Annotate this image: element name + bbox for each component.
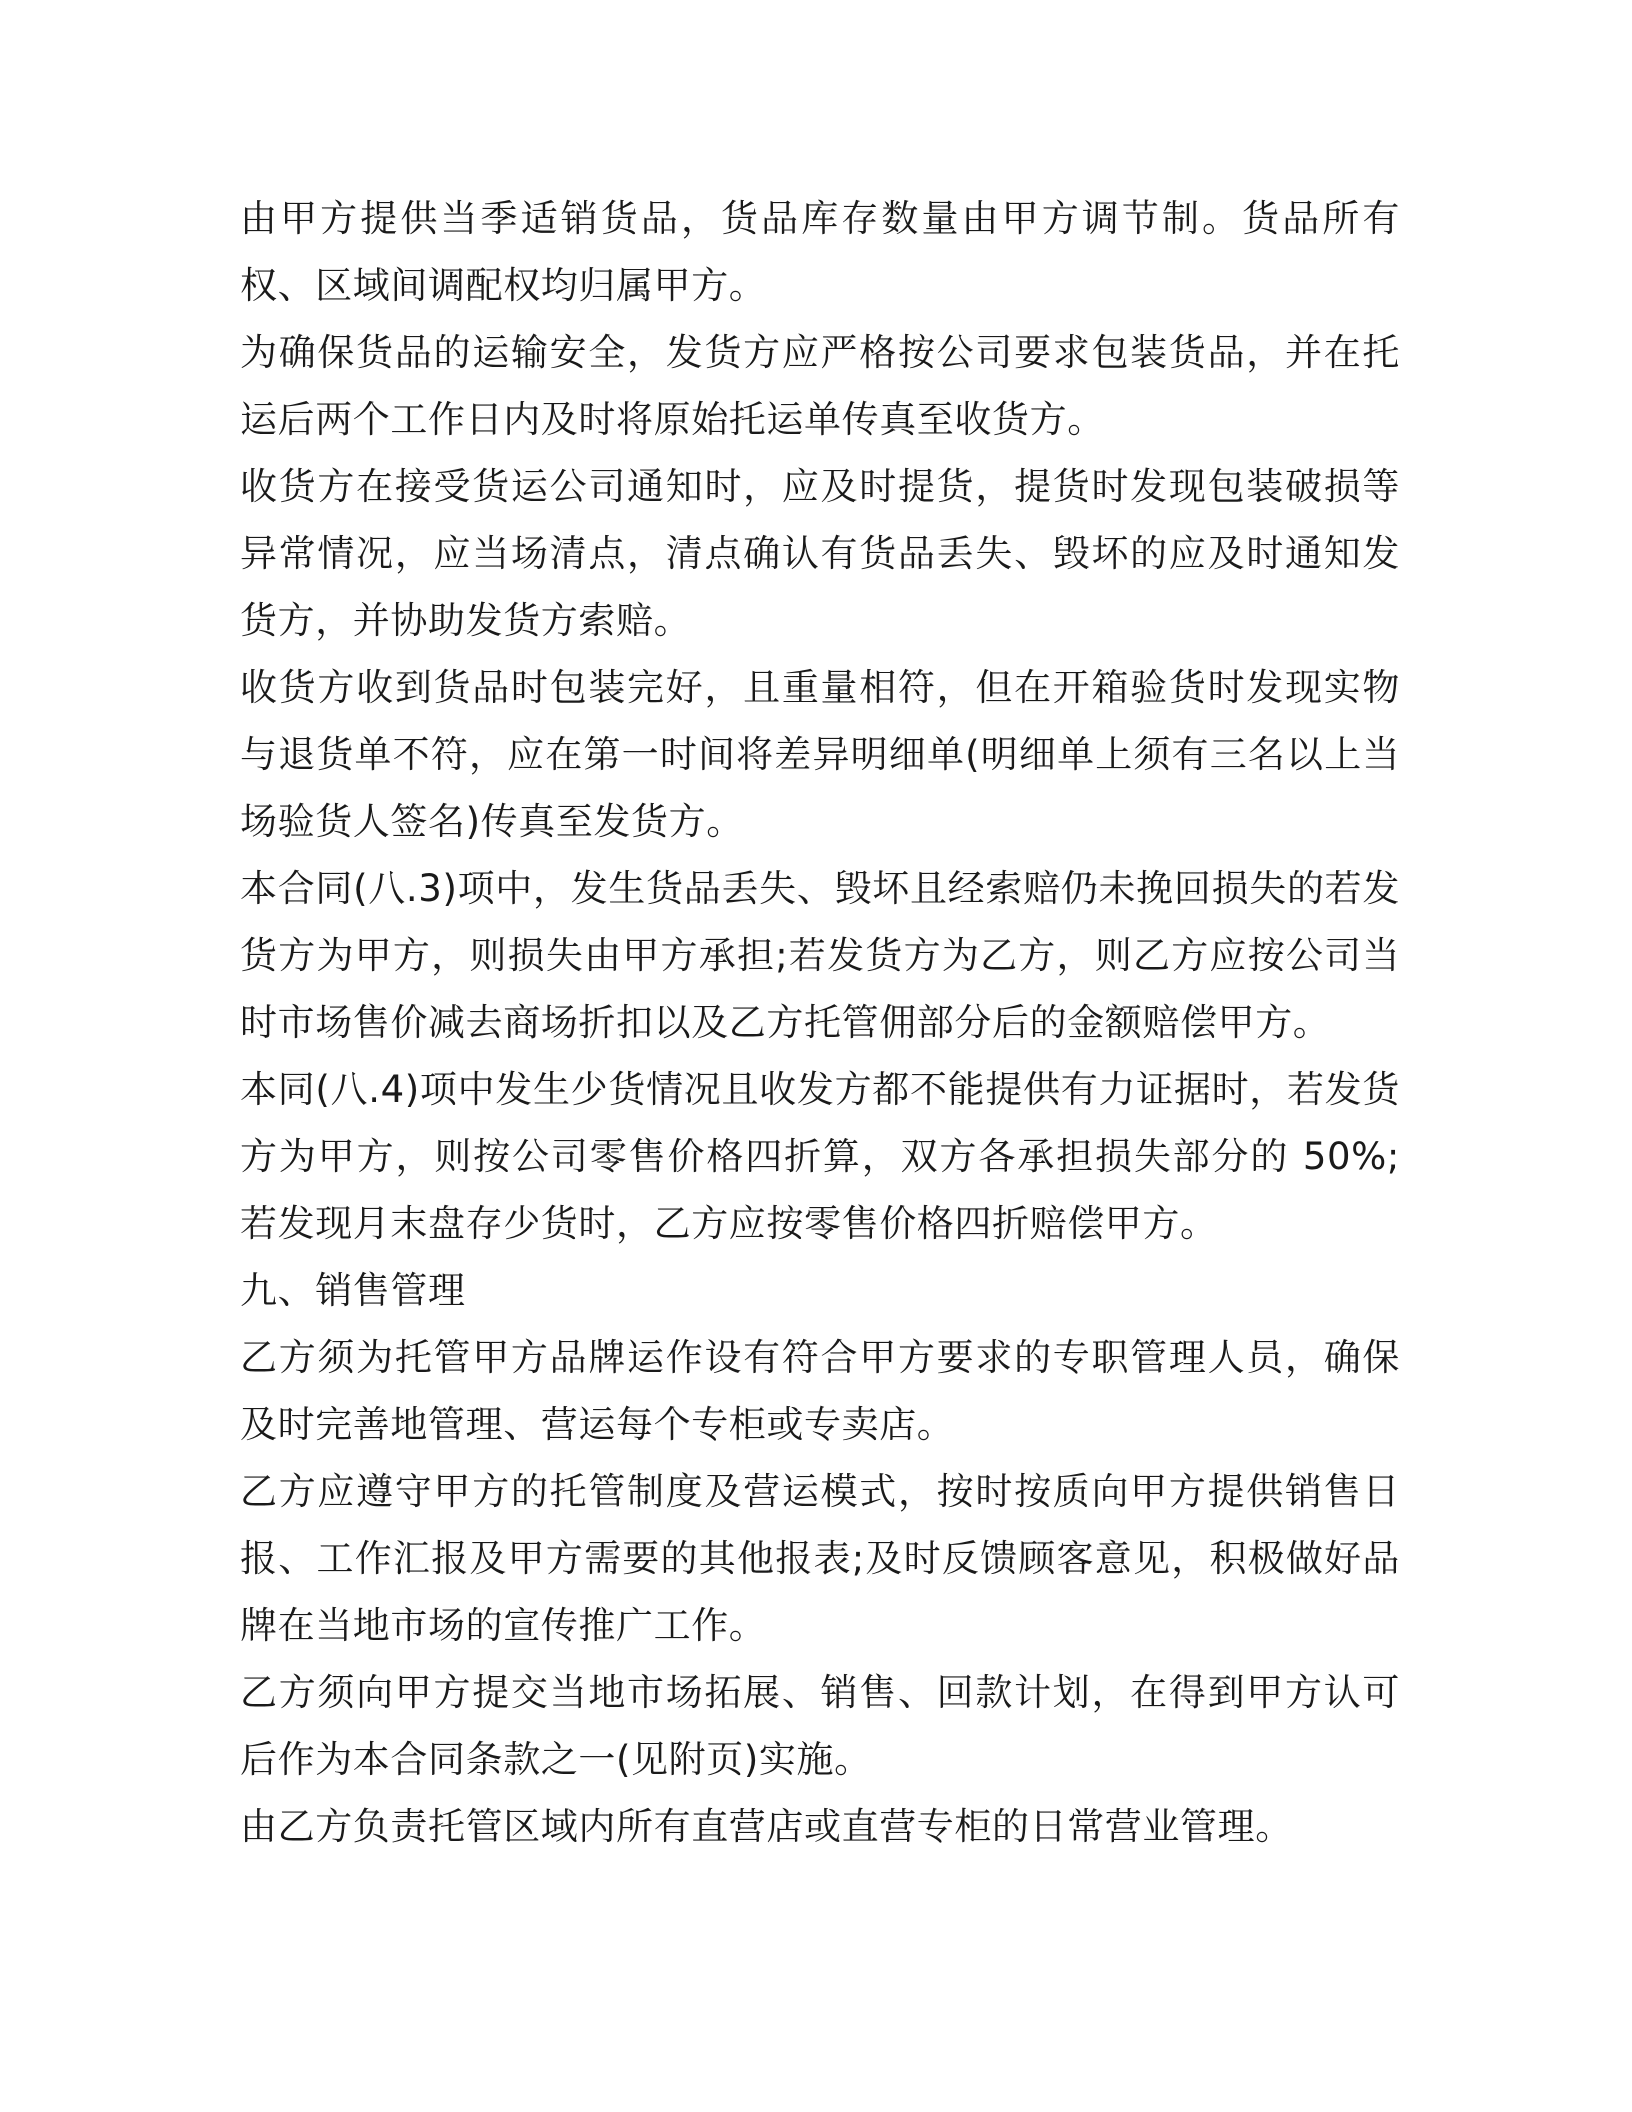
paragraph-discrepancy-report: 收货方收到货品时包装完好，且重量相符，但在开箱验货时发现实物与退货单不符，应在第一时间将差异明细单(明细单上须有三名以上当场验货人签名)传真至发货方。 — [240, 666, 1400, 843]
paragraph-inventory-supply: 由甲方提供当季适销货品，货品库存数量由甲方调节制。货品所有权、区域间调配权均归属甲方。 — [240, 197, 1400, 307]
section-heading-sales-management: 九、销售管理 — [240, 1269, 466, 1312]
paragraph-receiving-inspection: 收货方在接受货运公司通知时，应及时提货，提货时发现包装破损等异常情况，应当场清点，清点确认有货品丢失、毁坏的应及时通知发货方，并协助发货方索赔。 — [240, 465, 1400, 642]
paragraph-reporting-duties: 乙方应遵守甲方的托管制度及营运模式，按时按质向甲方提供销售日报、工作汇报及甲方需要的其他报表;及时反馈顾客意见，积极做好品牌在当地市场的宣传推广工作。 — [240, 1470, 1400, 1647]
paragraph-daily-operations: 由乙方负责托管区域内所有直营店或直营专柜的日常营业管理。 — [240, 1805, 1293, 1848]
paragraph-shipping-packaging: 为确保货品的运输安全，发货方应严格按公司要求包装货品，并在托运后两个工作日内及时将原始托运单传真至收货方。 — [240, 331, 1400, 441]
paragraph-shortage-handling: 本同(八.4)项中发生少货情况且收发方都不能提供有力证据时，若发货方为甲方，则按公司零售价格四折算，双方各承担损失部分的 50%;若发现月末盘存少货时，乙方应按零售价格四折赔偿甲方。 — [240, 1068, 1400, 1245]
paragraph-sales-plan: 乙方须向甲方提交当地市场拓展、销售、回款计划，在得到甲方认可后作为本合同条款之一(见附页)实施。 — [240, 1671, 1400, 1781]
document-body — [240, 185, 1400, 1860]
paragraph-loss-compensation: 本合同(八.3)项中，发生货品丢失、毁坏且经索赔仍未挽回损失的若发货方为甲方，则损失由甲方承担;若发货方为乙方，则乙方应按公司当时市场售价减去商场折扣以及乙方托管佣部分后的金额赔偿甲方。 — [240, 867, 1400, 1044]
paragraph-dedicated-staff: 乙方须为托管甲方品牌运作设有符合甲方要求的专职管理人员，确保及时完善地管理、营运每个专柜或专卖店。 — [240, 1336, 1400, 1446]
